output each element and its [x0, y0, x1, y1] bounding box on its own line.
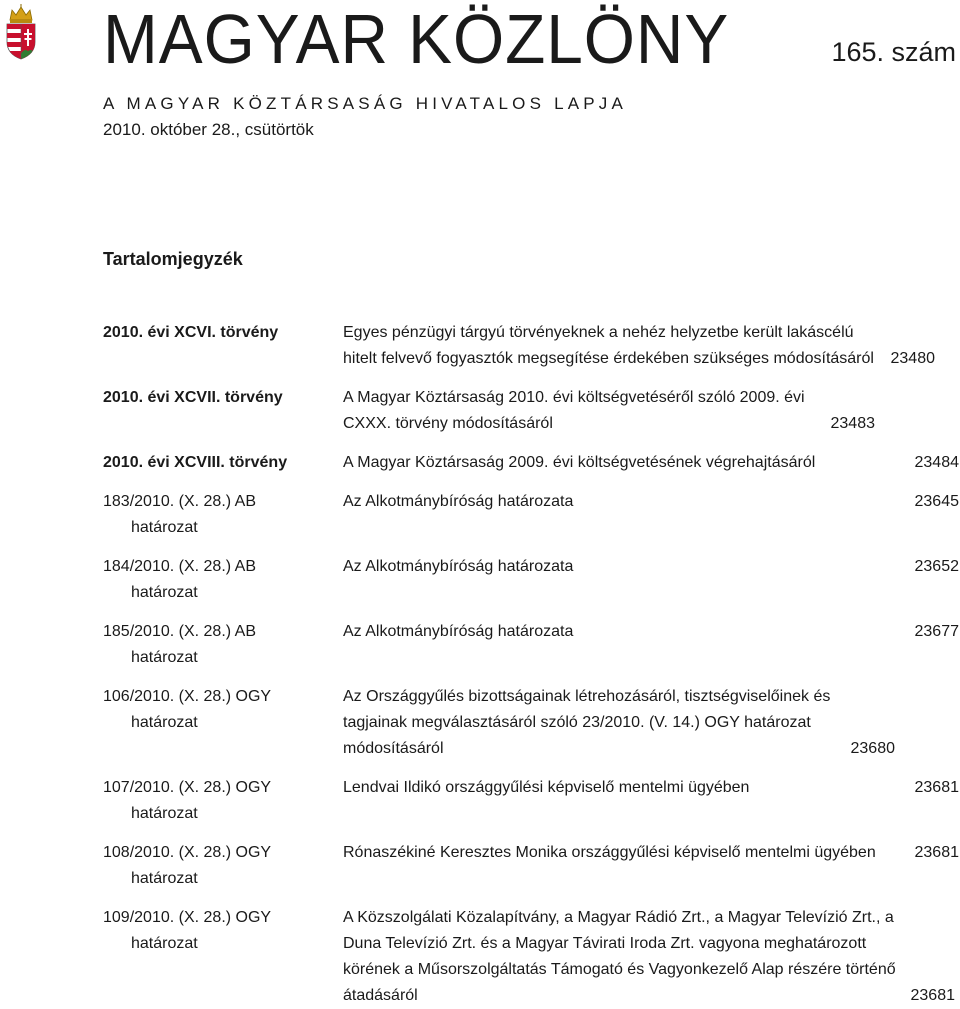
toc-entry[interactable] — [103, 385, 959, 437]
toc-entry-title: Az Országgyűlés bizottságainak létrehozásáról, tisztségviselőinek és tagjainak megválasztásáról szóló 23/2010. (V. 14.) OGY határozat módosításáról — [343, 688, 831, 757]
toc-entry-title: Lendvai Ildikó országgyűlési képviselő mentelmi ügyében — [343, 779, 750, 796]
toc-heading: Tartalomjegyzék — [103, 249, 243, 269]
toc-entry-title: Az Alkotmánybíróság határozata — [343, 493, 574, 510]
toc-entry-title: Egyes pénzügyi tárgyú törvényeknek a nehéz helyzetbe került lakáscélú hitelt felvevő fogyasztók megsegítése érdekében szükséges módosításáról — [343, 324, 874, 367]
issue-number: 165. szám — [831, 37, 956, 67]
toc-entry-reference: 108/2010. (X. 28.) OGY határozat — [103, 844, 272, 887]
coat-of-arms-icon — [4, 4, 38, 60]
toc-entry-reference: 185/2010. (X. 28.) AB határozat — [103, 623, 256, 666]
toc-entry-reference: 109/2010. (X. 28.) OGY határozat — [103, 909, 272, 952]
toc-entry-page: 23484 — [914, 454, 959, 471]
toc-entry-reference: 2010. évi XCVII. törvény — [103, 389, 283, 406]
toc-entry-reference: 107/2010. (X. 28.) OGY határozat — [103, 779, 272, 822]
toc-entry-title: Az Alkotmánybíróság határozata — [343, 623, 574, 640]
toc-entry-reference: 106/2010. (X. 28.) OGY határozat — [103, 688, 272, 731]
toc-entry[interactable] — [103, 905, 959, 1009]
toc-entry-page: 23480 — [890, 350, 935, 367]
toc-entry-title: A Közszolgálati Közalapítvány, a Magyar Rádió Zrt., a Magyar Televízió Zrt., a Duna Televízió Zrt. és a Magyar Távirati Iroda Zrt. vagyona meghatározott körének a Műsorszolgáltatás Támogató és Vagyonkezelő Alap részére történő átadásáról — [343, 909, 896, 1004]
toc-entry-title: Az Alkotmánybíróság határozata — [343, 558, 574, 575]
toc-entry[interactable] — [103, 840, 959, 892]
publication-subtitle: A MAGYAR KÖZTÁRSASÁG HIVATALOS LAPJA — [103, 94, 628, 113]
toc-entry[interactable] — [103, 489, 959, 541]
toc-entry-page: 23681 — [910, 987, 955, 1004]
toc-entry-reference: 2010. évi XCVI. törvény — [103, 324, 279, 341]
toc-entry-page: 23677 — [914, 623, 959, 640]
toc-entry-page: 23645 — [914, 493, 959, 510]
toc-entry[interactable] — [103, 775, 959, 827]
toc-entry-page: 23681 — [914, 779, 959, 796]
toc-entry-reference: 183/2010. (X. 28.) AB határozat — [103, 493, 256, 536]
toc-entry[interactable] — [103, 684, 959, 762]
toc-entry-title: Rónaszékiné Keresztes Monika országgyűlési képviselő mentelmi ügyében — [343, 844, 876, 861]
toc-entry-page: 23483 — [830, 415, 875, 432]
toc-entry[interactable] — [103, 450, 959, 476]
toc-entry-page: 23681 — [914, 844, 959, 861]
toc-entry-page: 23680 — [850, 740, 895, 757]
toc-entry[interactable] — [103, 619, 959, 671]
toc-entry[interactable] — [103, 554, 959, 606]
toc-entry-page: 23652 — [914, 558, 959, 575]
toc-entry-reference: 184/2010. (X. 28.) AB határozat — [103, 558, 256, 601]
table-of-contents — [103, 320, 959, 1009]
publication-title: MAGYAR KÖZLÖNY — [103, 0, 730, 78]
toc-entry-title: A Magyar Köztársaság 2010. évi költségvetéséről szóló 2009. évi CXXX. törvény módosításáról — [343, 389, 805, 432]
toc-entry-reference: 2010. évi XCVIII. törvény — [103, 454, 288, 471]
publication-date: 2010. október 28., csütörtök — [103, 120, 314, 139]
toc-entry-title: A Magyar Köztársaság 2009. évi költségvetésének végrehajtásáról — [343, 454, 816, 471]
toc-entry[interactable] — [103, 320, 959, 372]
